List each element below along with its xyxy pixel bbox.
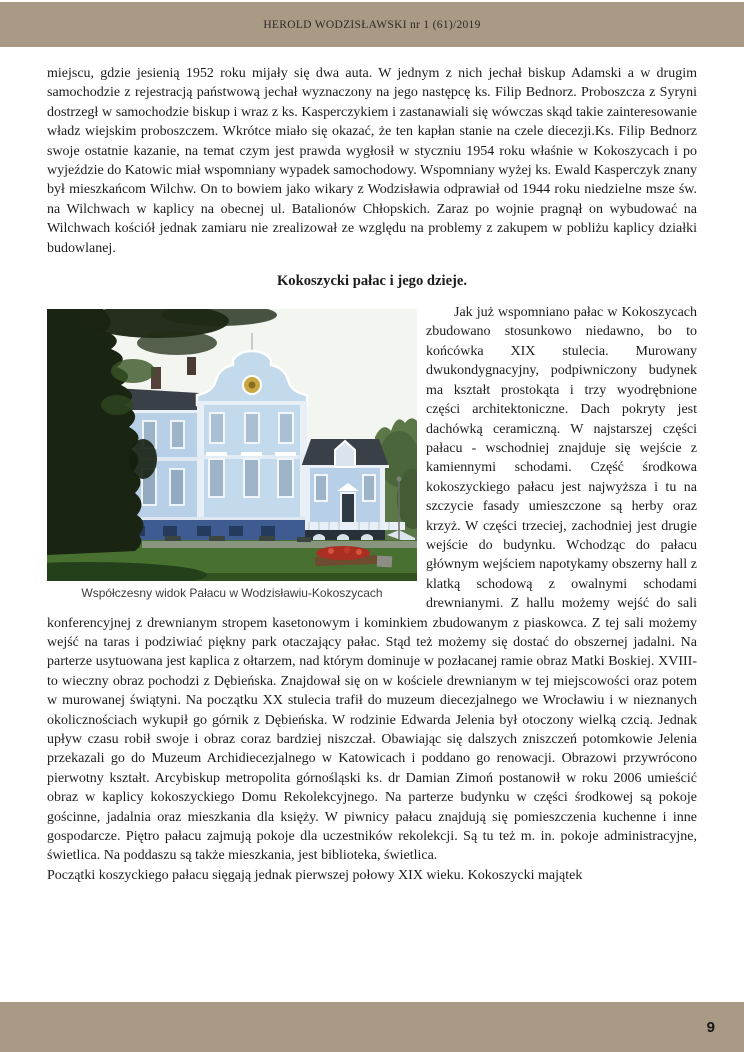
journal-title: HEROLD WODZISŁAWSKI nr 1 (61)/2019 (263, 18, 481, 31)
photo-walkway (142, 541, 417, 548)
palace-photo-figure (47, 309, 417, 600)
palace-history-paragraph: Jak już wspomniano pałac w Kokoszycach zbudowano stosunkowo niedawno, bo to końcówka XIX stulecia. Murowany dwukondygnacyjny, podpiwniczony budynek ma kształt prostokąta i trzy wyodrębnione części architektoniczne. Dach pokryty jest dachówką ceramiczną. W najstarszej części pałacu - wschodniej znajduje się wejście z kamiennymi schodami. Część środkowa kokoszyckiego pałacu jest najwyższa i tu na szczycie fasady umieszczone są herby oraz krzyż. W części trzeciej, zachodniej jest drugie wejście do budynku. Wchodząc do pałacu głównym wejściem napotykamy obszerny hall z klatką schodową z owalnymi schodami drewnianymi. Z hallu możemy wejść do sali konferencyjnej z drewnianym stropem kasetonowym i kominkiem zbudowanym z piaskowca. Z tej sali możemy wejść na taras i podziwiać piękny park otaczający pałac. Stąd też możemy się dostać do obszernej jadalni. Na parterze usytuowana jest kaplica z ołtarzem, nad którym dominuje w pozłacanej ramie obraz Matki Boskiej. XVIII- to wieczny obraz pochodzi z Dębieńska. Znajdował się on w kościele drewnianym w tej miejscowości oraz potem w murowanej świątyni. Na początku XX stulecia trafił do muzeum diecezjalnego we Wrocławiu i w nieznanych okolicznościach wykupił go górnik z Dębieńska. W rodzinie Edwarda Jelenia był otoczony wielką czcią. Jednak upływ czasu robił swoje i obraz coraz bardziej niszczał. Obawiając się dalszych zniszczeń potomkowie Jelenia przekazali go do Muzeum Archidiecezjalnego w Katowicach i poddano go renowacji. Obrazowi przywrócono pierwotny kształt. Arcybiskup metropolita górnośląski ks. dr Damian Zimoń postanowił w roku 2006 umieścić obraz w kaplicy kokoszyckiego Domu Rekolekcyjnego. Na parterze budynku w części środkowej są pokoje gościnne, jadalnia oraz mieszkania dla księży. W piwnicy pałacu znajdują się pomieszczenia kuchenne i inne gospodarcze. Piętro pałacu zajmują pokoje dla uczestników rekolekcji. Są tu też m. in. pokoje administracyjne, świetlica. Na poddaszu są także mieszkania, jest biblioteka, świetlica. (47, 305, 697, 864)
closing-paragraph: Początki koszyckiego pałacu sięgają jednak pierwszej połowy XIX wieku. Kokoszycki majątek (47, 867, 583, 883)
page-content (0, 47, 744, 1002)
intro-paragraph: miejscu, gdzie jesienią 1952 roku mijały się dwa auta. W jednym z nich jechał biskup Adamski a w drugim samochodzie z rejestracją państwową jechał wyznaczony na jego następcę ks. Filip Bednorz. Proboszcza z Syryni dostrzegł w samochodzie biskup i wraz z ks. Kasperczykiem i zastanawiali się wówczas skąd takie zainteresowanie władz wiejskim proboszczem. Wkrótce miało się okazać, że ten kapłan stanie na czele diecezji.Ks. Filip Bednorz swoje ostatnie kazanie, na temat czym jest prawda wygłosił w styczniu 1954 roku właśnie w Kokoszycach i po wyjeździe do Katowic miał wspomniany wypadek samochodowy. Wspomniany wyżej ks. Ewald Kasperczyk znany był mieszkańcom Wilchw. On to bowiem jako wikary z Wodzisławia odprawiał od 1944 roku niedzielne msze św. na Wilchwach w kaplicy na obecnej ul. Batalionów Chłopskich. Zaraz po wojnie pragnął on wybudować na Wilchwach kościół jednak zamiaru nie zrealizował ze względu na problemy z zakupem w pobliżu kaplicy działki budowlanej. (47, 66, 697, 256)
palace-photo-image (47, 309, 417, 581)
photo-chimney (187, 357, 196, 375)
section-heading: Kokoszycki pałac i jego dzieje. (276, 273, 468, 290)
photo-caption: Współczesny widok Pałacu w Wodzisławiu-Kokoszycach (81, 586, 383, 601)
palace-section (47, 303, 697, 885)
footer-bar (0, 1002, 744, 1052)
header-bar (0, 2, 744, 47)
page-number: 9 (706, 1018, 715, 1036)
